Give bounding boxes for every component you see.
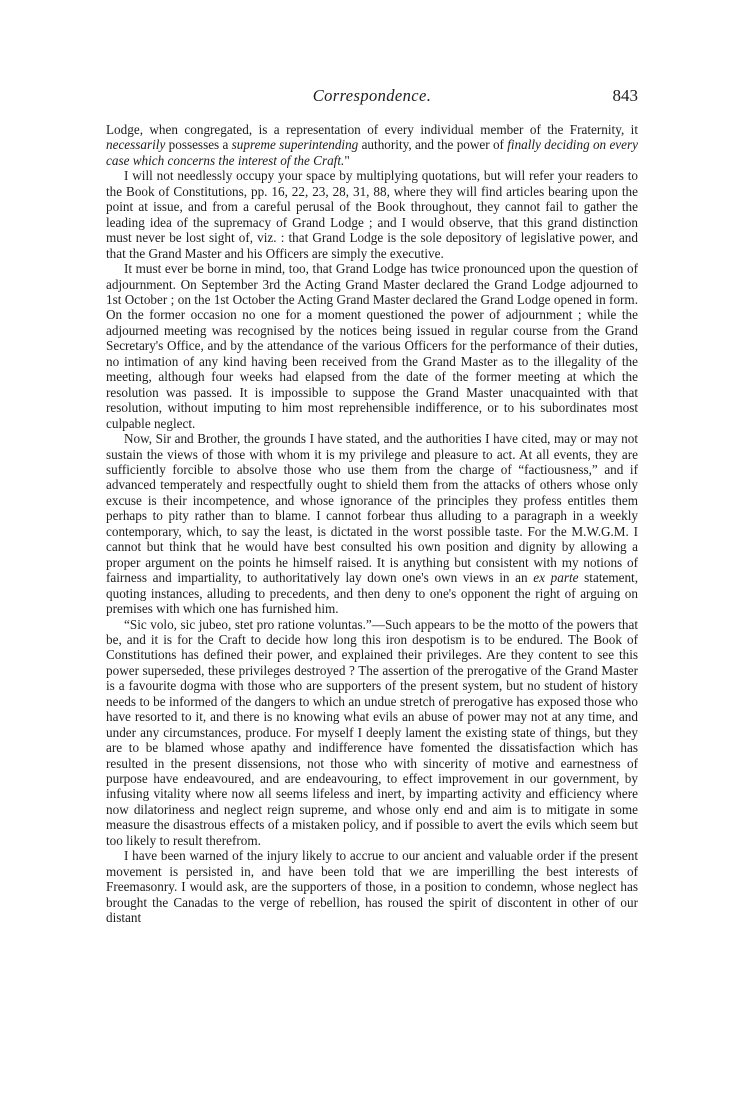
italic-text: ex parte [533, 570, 579, 586]
running-title: Correspondence. [312, 86, 432, 105]
text-run: “Sic volo, sic jubeo, stet pro ratione voluntas.”—Such appears to be the motto of the powers that be, and it is for the Craft to decide how long this iron despotism is to be endured. The Book of Constitutions has defined their power, and explained their privileges. Are they content to see this power superseded, these privileges destroyed ? The assertion of the prerogative of the Grand Master is a favourite dogma with those who are supporters of the present system, but no student of history needs to be informed of the dangers to which an undue stretch of prerogative has exposed those who have resorted to it, and there is no knowing what evils an abuse of power may not at any time, and under any circumstances, produce. For myself I deeply lament the existing state of things, but they are to be blamed whose apathy and indifference have fomented the dissatisfaction which has resulted in the present dissensions, not those who with sincerity of motive and earnestness of purpose have endeavoured, and are endeavouring, to effect improvement in our government, by infusing vitality where now all seems lifeless and inert, by imparting activity and efficiency where now dilatoriness and neglect reign supreme, and whose only end and aim is to mitigate in some measure the disastrous effects of a mistaken policy, and if possible to avert the evils which seem but too likely to result therefrom. [106, 616, 638, 848]
paragraph [106, 122, 638, 168]
italic-text: finally deciding on every case which concerns the interest of the Craft. [106, 137, 638, 168]
text-run: authority, and the power of [358, 137, 508, 153]
text-run: Lodge, when congregated, is a representation of every individual member of the Fraternity, it [106, 122, 638, 137]
italic-text: necessarily [106, 137, 166, 153]
text-run: I have been warned of the injury likely to accrue to our ancient and valuable order if the present movement is persisted in, and have been told that we are imperilling the best interests of Freemasonry. I would ask, are the supporters of those, in a position to condemn, whose neglect has brought the Canadas to the verge of rebellion, has roused the spirit of discontent in other of our distant [106, 848, 638, 926]
text-run: " [344, 152, 350, 168]
page [106, 86, 638, 926]
paragraph [106, 617, 638, 849]
text-run: possesses a [165, 137, 232, 153]
paragraph [106, 431, 638, 616]
text-run: Now, Sir and Brother, the grounds I have stated, and the authorities I have cited, may or may not sustain the views of those with whom it is my privilege and pleasure to act. At all events, they are sufficiently forcible to absolve those who use them from the charge of “factiousness,” and if advanced temperately and respectfully ought to shield them from the attacks of others whose only excuse is their incompetence, and whose ignorance of the principles they profess entitles them perhaps to pity rather than to blame. I cannot forbear thus alluding to a paragraph in a weekly contemporary, which, to say the least, is dictated in the worst possible taste. For the M.W.G.M. I cannot but think that he would have best consulted his own position and dignity by allowing a proper argument on the points he himself raised. It is anything but consistent with my notions of fairness and impartiality, to authoritatively lay down one's own views in an [106, 431, 638, 586]
page-number: 843 [612, 86, 638, 105]
text-run: It must ever be borne in mind, too, that Grand Lodge has twice pronounced upon the question of adjournment. On September 3rd the Acting Grand Master declared the Grand Lodge adjourned to 1st October ; on the 1st October the Acting Grand Master declared the Grand Lodge opened in form. On the former occasion no one for a moment questioned the power of adjournment ; while the adjourned meeting was recognised by the notices being issued in regular course from the Grand Secretary's Office, and by the attendance of the various Officers for the performance of their duties, no intimation of any kind having been received from the Grand Master as to the illegality of the meeting, although four weeks had elapsed from the date of the former meeting at which the resolution was passed. It is impossible to suppose the Grand Master unacquainted with that resolution, without imputing to him most reprehensible indifference, or to his subordinates most culpable neglect. [106, 261, 638, 431]
italic-text: supreme superintending [231, 137, 359, 153]
paragraph [106, 168, 638, 261]
article-body [106, 122, 638, 926]
text-run: I will not needlessly occupy your space by multiplying quotations, but will refer your readers to the Book of Constitutions, pp. 16, 22, 23, 28, 31, 88, where they will find articles bearing upon the point at issue, and from a careful perusal of the Book throughout, they cannot fail to gather the leading idea of the supremacy of Grand Lodge ; and I would observe, that this grand distinction must never be lost sight of, viz. : that Grand Lodge is the sole depository of legislative power, and that the Grand Master and his Officers are simply the executive. [106, 168, 638, 261]
page-header [106, 86, 638, 110]
text-run: statement, quoting instances, alluding to precedents, and then deny to one's opponent the right of arguing on premises with which one has furnished him. [106, 570, 639, 617]
paragraph [106, 848, 638, 925]
paragraph [106, 261, 638, 431]
